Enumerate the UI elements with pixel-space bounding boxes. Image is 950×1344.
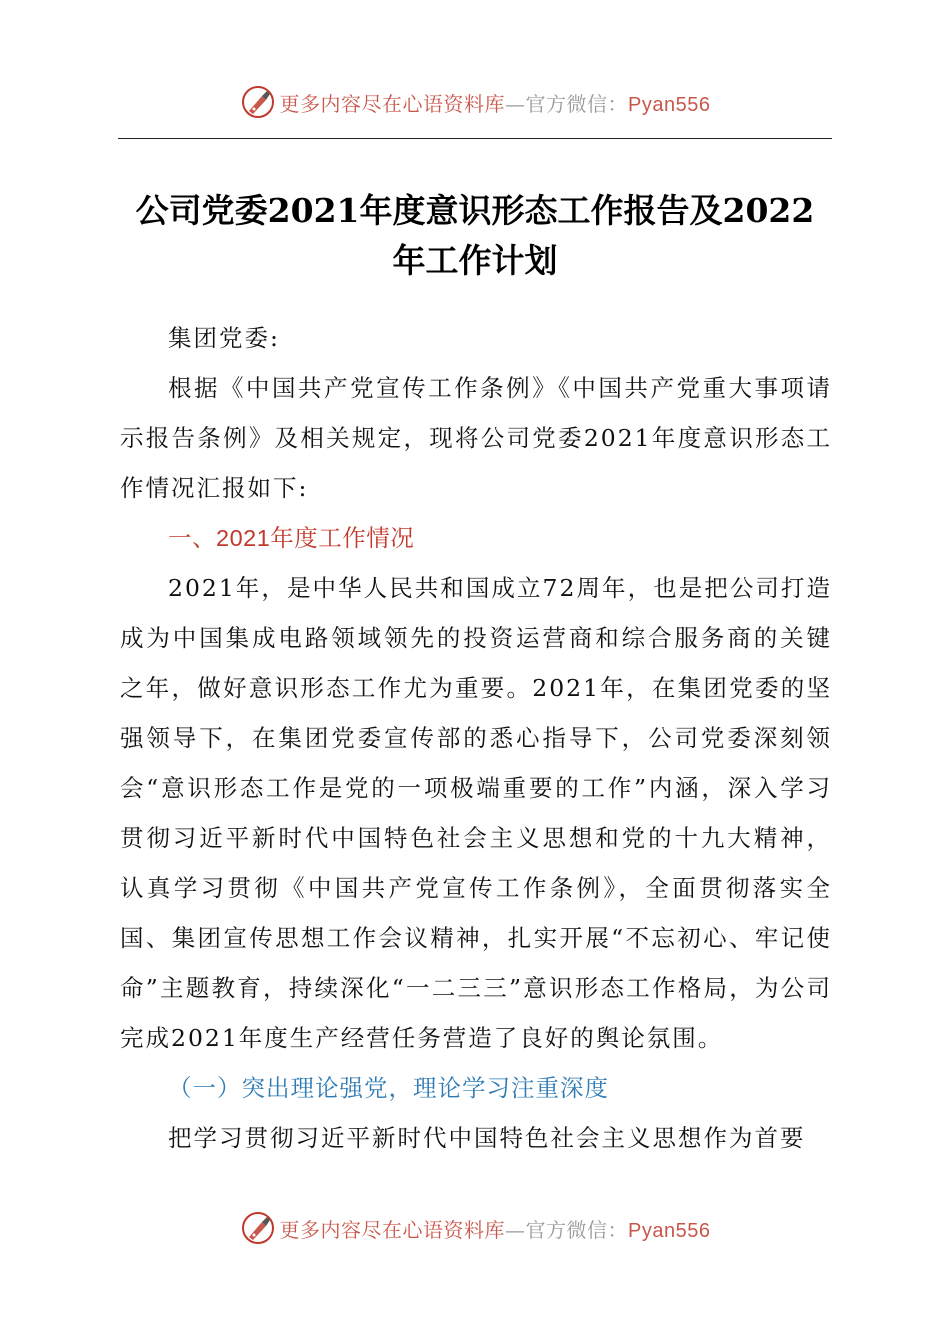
document-body	[120, 313, 832, 1163]
pen-nib-logo-icon	[240, 84, 276, 120]
pen-nib-logo-icon	[240, 1210, 276, 1246]
section-1-paragraph: 2021年，是中华人民共和国成立72周年，也是把公司打造成为中国集成电路领域领先的投资运营商和综合服务商的关键之年，做好意识形态工作尤为重要。2021年，在集团党委的坚强领导下，在集团党委宣传部的悉心指导下，公司党委深刻领会“意识形态工作是党的一项极端重要的工作”内涵，深入学习贯彻习近平新时代中国特色社会主义思想和党的十九大精神，认真学习贯彻《中国共产党宣传工作条例》，全面贯彻落实全国、集团宣传思想工作会议精神，扎实开展“不忘初心、牢记使命”主题教育，持续深化“一二三三”意识形态工作格局，为公司完成2021年度生产经营任务营造了良好的舆论氛围。	[120, 574, 832, 1052]
watermark-text: 更多内容尽在心语资料库—官方微信：Pyan556	[279, 1217, 711, 1242]
subsection-heading-1: （一）突出理论强党，理论学习注重深度	[168, 1074, 609, 1102]
section-heading-1: 一、2021年度工作情况	[168, 525, 415, 551]
header-watermark	[0, 82, 950, 122]
header-divider	[118, 138, 832, 139]
watermark-text: 更多内容尽在心语资料库—官方微信：Pyan556	[279, 91, 711, 116]
footer-watermark	[0, 1208, 950, 1248]
salutation: 集团党委:	[168, 324, 280, 352]
title-line-2: 年工作计划	[392, 241, 558, 280]
title-line-1: 公司党委2021年度意识形态工作报告及2022	[135, 191, 815, 230]
subsection-1-paragraph: 把学习贯彻习近平新时代中国特色社会主义思想作为首要	[168, 1124, 806, 1152]
intro-paragraph: 根据《中国共产党宣传工作条例》《中国共产党重大事项请示报告条例》及相关规定，现将公司党委2021年度意识形态工作情况汇报如下:	[120, 374, 832, 502]
document-title	[118, 186, 832, 286]
